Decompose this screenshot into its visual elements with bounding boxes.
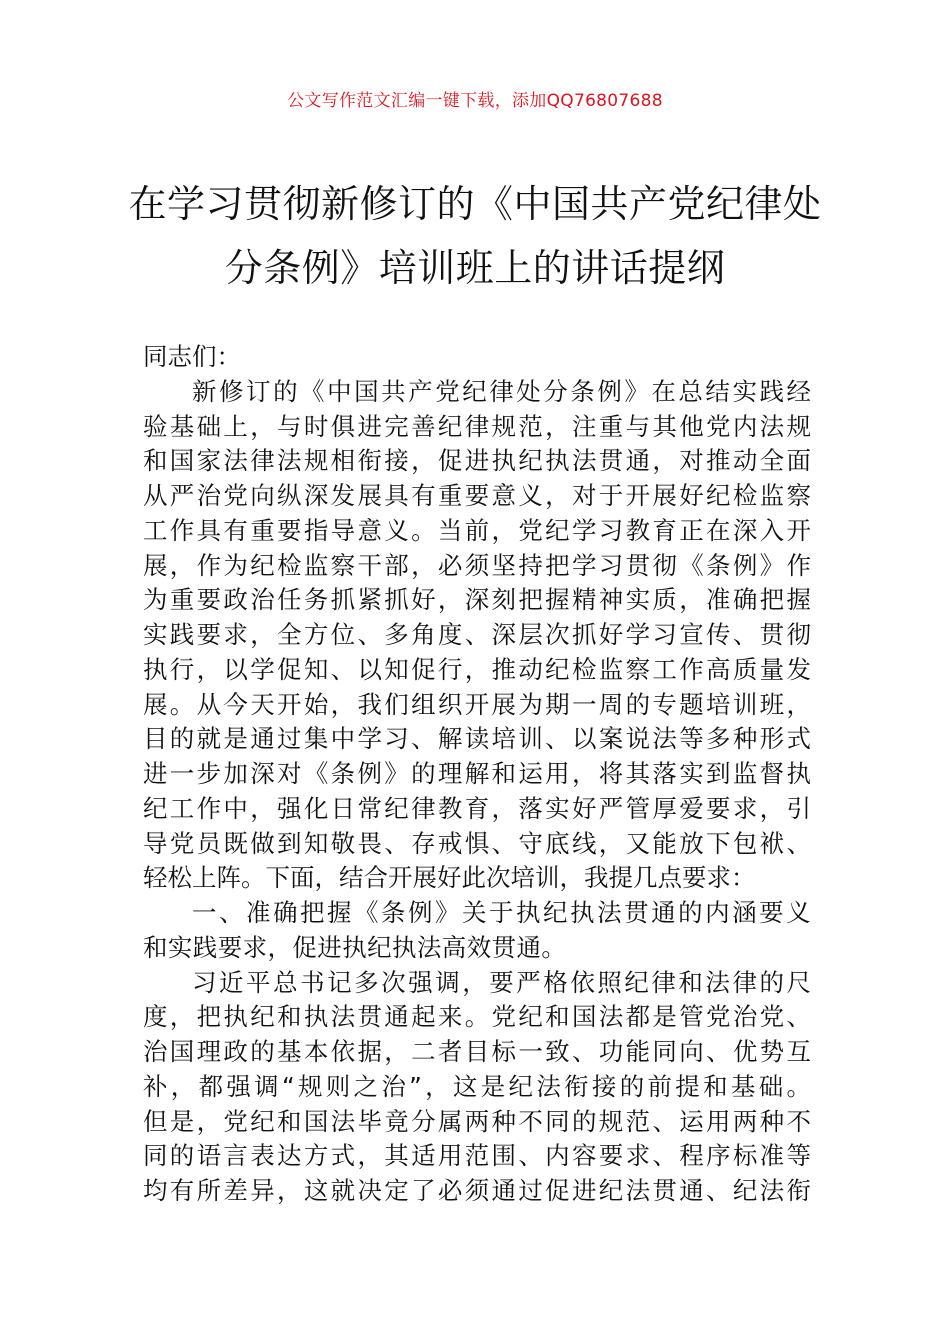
paragraph-line: 目的就是通过集中学习、解读培训、以案说法等多种形式	[143, 724, 811, 754]
paragraph-line: 新修订的《中国共产党纪律处分条例》在总结实践经	[192, 376, 811, 406]
paragraph-line: 展。从今天开始，我们组织开展为期一周的专题培训班，	[143, 689, 811, 719]
paragraph-line: 和国家法律法规相衔接，促进执纪执法贯通，对推动全面	[143, 446, 811, 476]
paragraph-line: 为重要政治任务抓紧抓好，深刻把握精神实质，准确把握	[143, 585, 811, 615]
paragraph-line: 度，把执纪和执法贯通起来。党纪和国法都是管党治党、	[143, 1002, 811, 1032]
paragraph-line: 治国理政的基本依据，二者目标一致、功能同向、优势互	[143, 1037, 811, 1066]
paragraph-line: 实践要求，全方位、多角度、深层次抓好学习宣传、贯彻	[143, 620, 811, 649]
section-heading-line: 一、准确把握《条例》关于执纪执法贯通的内涵要义	[192, 898, 811, 927]
paragraph-line: 轻松上阵。下面，结合开展好此次培训，我提几点要求：	[143, 863, 756, 893]
paragraph-line: 习近平总书记多次强调，要严格依照纪律和法律的尺	[192, 967, 811, 997]
paragraph-line: 进一步加深对《条例》的理解和运用，将其落实到监督执	[143, 759, 811, 788]
paragraph-line: 展，作为纪检监察干部，必须坚持把学习贯彻《条例》作	[143, 550, 811, 580]
salutation: 同志们：	[143, 342, 241, 371]
paragraph-line: 工作具有重要指导意义。当前，党纪学习教育正在深入开	[143, 515, 811, 545]
paragraph-line: 同的语言表达方式，其适用范围、内容要求、程序标准等	[143, 1141, 811, 1171]
section-heading-line: 和实践要求，促进执纪执法高效贯通。	[143, 932, 567, 962]
paragraph-line: 但是，党纪和国法毕竟分属两种不同的规范、运用两种不	[143, 1106, 811, 1136]
paragraph-line: 从严治党向纵深发展具有重要意义，对于开展好纪检监察	[143, 481, 811, 510]
document-body	[143, 340, 811, 1209]
title-line-2: 分条例》培训班上的讲话提纲	[224, 246, 726, 290]
document-title	[120, 172, 830, 300]
download-notice: 公文写作范文汇编一键下载，添加QQ76807688	[287, 91, 663, 111]
paragraph-line: 补，都强调“规则之治”，这是纪法衔接的前提和基础。	[143, 1071, 811, 1101]
paragraph-line: 纪工作中，强化日常纪律教育，落实好严管厚爱要求，引	[143, 793, 811, 823]
paragraph-line: 执行，以学促知、以知促行，推动纪检监察工作高质量发	[143, 654, 811, 684]
paragraph-line: 导党员既做到知敬畏、存戒惧、守底线，又能放下包袱、	[143, 828, 811, 858]
paragraph-line: 验基础上，与时俱进完善纪律规范，注重与其他党内法规	[143, 411, 811, 441]
paragraph-line: 均有所差异，这就决定了必须通过促进纪法贯通、纪法衔	[143, 1176, 811, 1205]
title-line-1: 在学习贯彻新修订的《中国共产党纪律处	[128, 182, 822, 226]
